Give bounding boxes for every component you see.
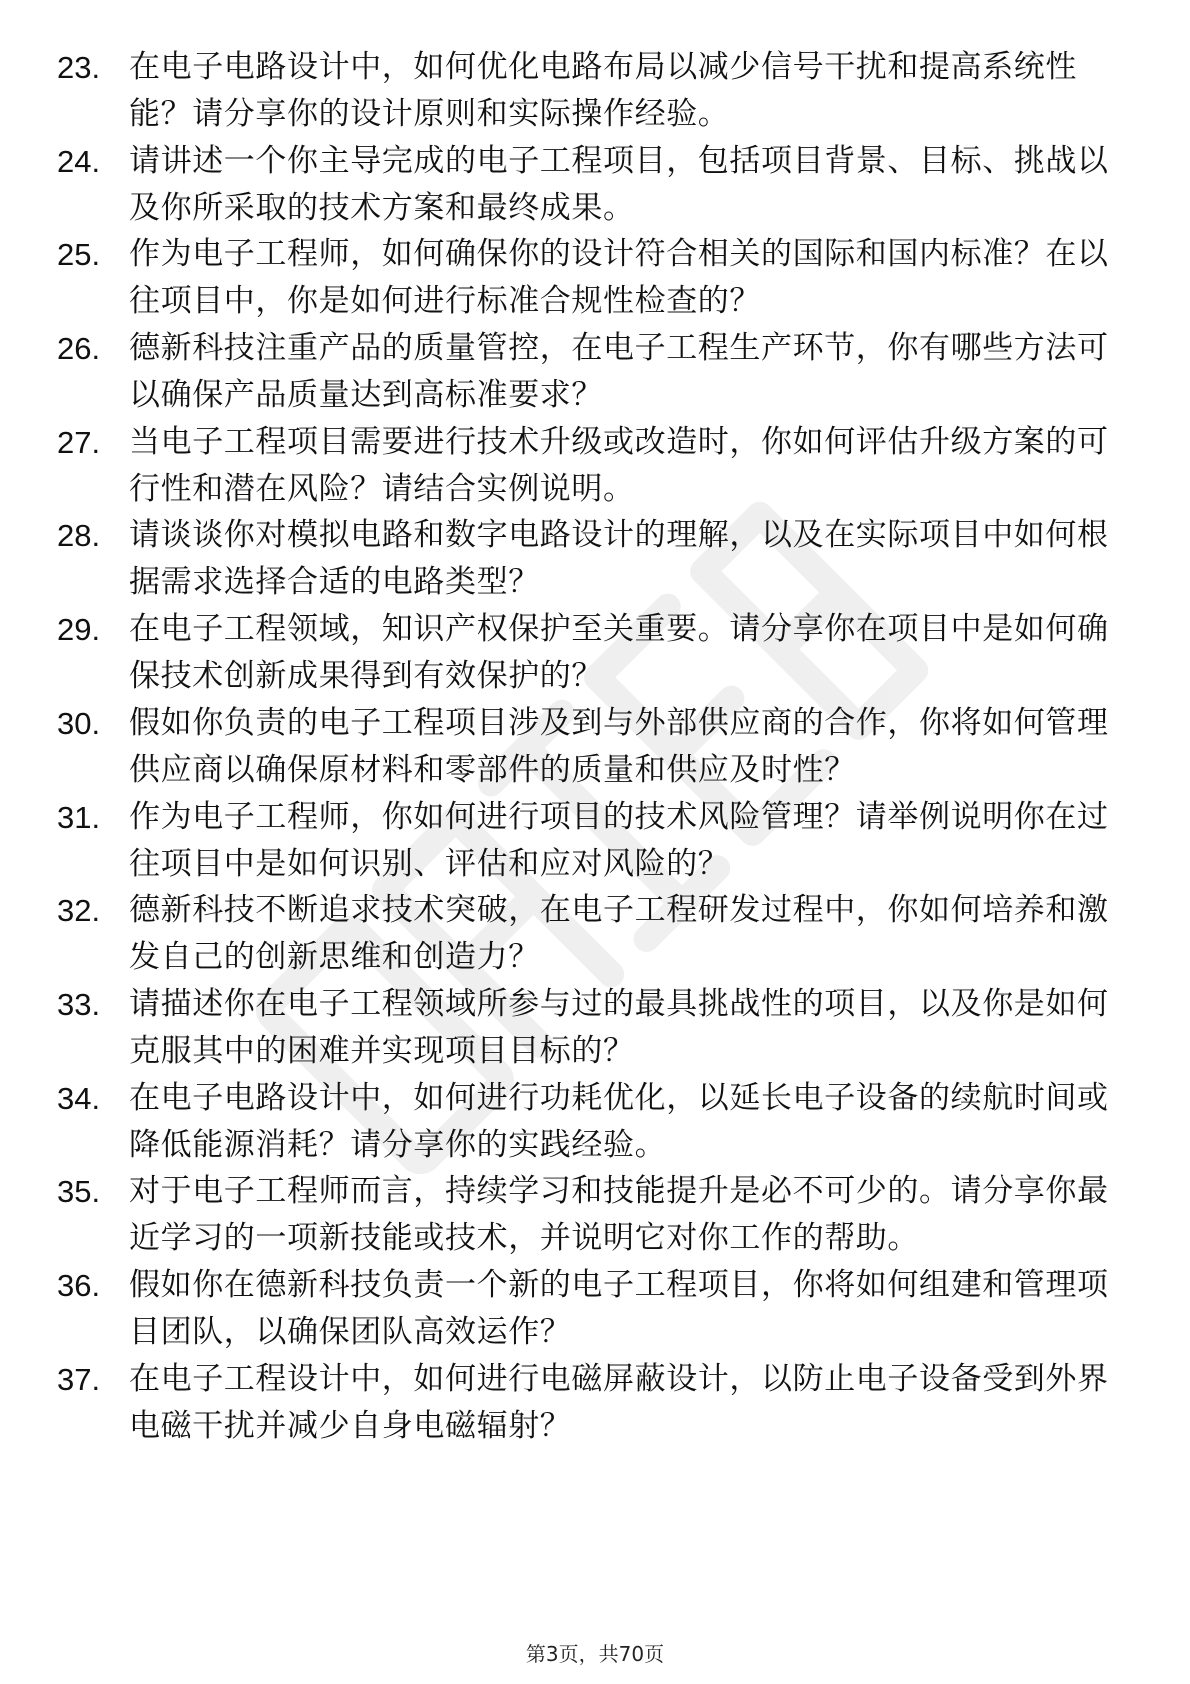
question-text: 请讲述一个你主导完成的电子工程项目，包括项目背景、目标、挑战以及你所采取的技术方案和最终成果。 (129, 142, 1109, 226)
question-text: 请谈谈你对模拟电路和数字电路设计的理解，以及在实际项目中如何根据需求选择合适的电路类型？ (129, 517, 1109, 601)
question-text: 德新科技注重产品的质量管控，在电子工程生产环节，你有哪些方法可以确保产品质量达到高标准要求？ (129, 330, 1109, 414)
list-item (0, 512, 1190, 606)
question-number: 25. (57, 237, 101, 273)
question-number: 34. (57, 1080, 101, 1116)
question-number: 37. (57, 1361, 101, 1397)
list-item (0, 700, 1190, 794)
list-item (0, 1262, 1190, 1356)
question-number: 35. (57, 1174, 101, 1210)
question-number: 33. (57, 986, 101, 1022)
list-item (0, 44, 1190, 138)
question-number: 23. (57, 50, 101, 85)
list-item (0, 1356, 1190, 1450)
question-number: 31. (57, 799, 101, 835)
page-number-label: 第3页，共70页 (525, 1642, 665, 1666)
question-text: 作为电子工程师，如何确保你的设计符合相关的国际和国内标准？在以往项目中，你是如何进行标准合规性检查的？ (129, 236, 1109, 320)
list-item (0, 1075, 1190, 1169)
list-item (0, 138, 1190, 232)
question-number: 28. (57, 518, 101, 554)
question-text: 德新科技不断追求技术突破，在电子工程研发过程中，你如何培养和激发自己的创新思维和创造力？ (129, 892, 1109, 976)
question-number: 29. (57, 612, 101, 648)
list-item (0, 606, 1190, 700)
question-number: 36. (57, 1267, 101, 1303)
question-number: 26. (57, 331, 101, 367)
question-list (0, 44, 1190, 1449)
list-item (0, 325, 1190, 419)
question-text: 请描述你在电子工程领域所参与过的最具挑战性的项目，以及你是如何克服其中的困难并实现项目目标的？ (129, 985, 1109, 1069)
question-text: 在电子电路设计中，如何优化电路布局以减少信号干扰和提高系统性能？请分享你的设计原则和实际操作经验。 (129, 49, 1077, 132)
list-item (0, 231, 1190, 325)
list-item (0, 419, 1190, 513)
question-text: 作为电子工程师，你如何进行项目的技术风险管理？请举例说明你在过往项目中是如何识别、评估和应对风险的？ (129, 798, 1109, 882)
question-number: 32. (57, 893, 101, 929)
question-text: 假如你在德新科技负责一个新的电子工程项目，你将如何组建和管理项目团队，以确保团队高效运作？ (129, 1266, 1109, 1350)
list-item (0, 981, 1190, 1075)
question-text: 假如你负责的电子工程项目涉及到与外部供应商的合作，你将如何管理供应商以确保原材料和零部件的质量和供应及时性？ (129, 704, 1109, 788)
list-item (0, 887, 1190, 981)
question-number: 24. (57, 143, 101, 179)
question-number: 27. (57, 424, 101, 460)
question-number: 30. (57, 705, 101, 741)
question-text: 对于电子工程师而言，持续学习和技能提升是必不可少的。请分享你最近学习的一项新技能或技术，并说明它对你工作的帮助。 (129, 1173, 1109, 1257)
list-item (0, 1168, 1190, 1262)
page-footer (0, 1638, 1190, 1667)
question-text: 在电子电路设计中，如何进行功耗优化，以延长电子设备的续航时间或降低能源消耗？请分享你的实践经验。 (129, 1079, 1109, 1163)
question-text: 当电子工程项目需要进行技术升级或改造时，你如何评估升级方案的可行性和潜在风险？请结合实例说明。 (129, 423, 1109, 507)
list-item (0, 794, 1190, 888)
question-text: 在电子工程设计中，如何进行电磁屏蔽设计，以防止电子设备受到外界电磁干扰并减少自身电磁辐射？ (129, 1360, 1109, 1444)
question-text: 在电子工程领域，知识产权保护至关重要。请分享你在项目中是如何确保技术创新成果得到有效保护的？ (129, 611, 1109, 695)
